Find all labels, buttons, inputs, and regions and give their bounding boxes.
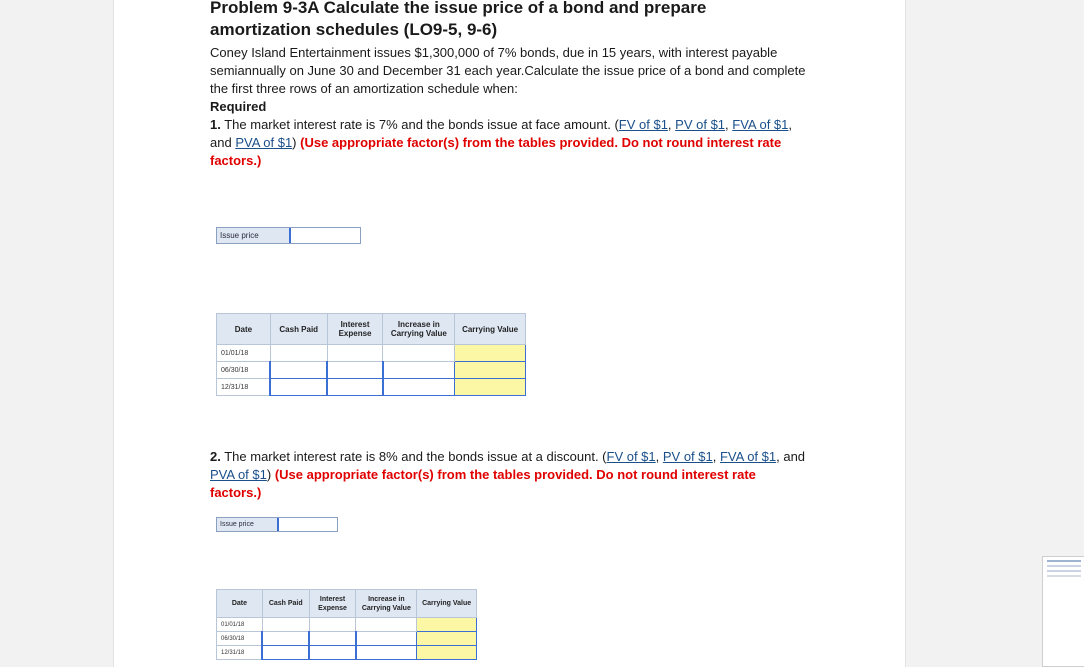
increase-carrying-input[interactable]	[356, 632, 417, 646]
part1-issue-price-input[interactable]	[289, 228, 360, 243]
link-pv-of-1[interactable]: PV of $1	[662, 449, 713, 464]
carrying-value-input[interactable]	[455, 345, 526, 362]
carrying-value-input[interactable]	[455, 362, 526, 379]
carrying-value-input[interactable]	[417, 646, 477, 660]
table-row	[217, 362, 526, 379]
header-date: Date	[217, 314, 271, 345]
problem-page	[113, 0, 906, 667]
cash-paid-input[interactable]	[270, 379, 327, 396]
title-line-1: Problem 9-3A Calculate the issue price of a bond and prepare	[210, 0, 707, 17]
carrying-value-input[interactable]	[417, 632, 477, 646]
part2-prompt: 2. The market interest rate is 8% and the bonds issue at a discount. (FV of $1, PV of $1, FVA of $1, and PVA of $1) (Use appropriate factor(s) from the tables provided. Do not round interest rate factors.)	[210, 449, 806, 500]
header-cash-paid: Cash Paid	[270, 314, 327, 345]
problem-content	[210, 0, 810, 170]
date-cell: 01/01/18	[217, 345, 271, 362]
date-cell: 01/01/18	[217, 618, 263, 632]
page-thumbnail[interactable]	[1042, 556, 1084, 667]
link-fv-of-1[interactable]: FV of $1	[606, 449, 656, 464]
increase-carrying-input[interactable]	[383, 362, 455, 379]
problem-description: Coney Island Entertainment issues $1,300,000 of 7% bonds, due in 15 years, with interest payable semiannually on June 30 and December 31 each year.Calculate the issue price of a bond and complete the first three rows of an amortization schedule when:	[210, 45, 806, 96]
header-carrying-value: Carrying Value	[417, 590, 477, 618]
increase-carrying-input[interactable]	[356, 646, 417, 660]
issue-price-label: Issue price	[220, 521, 254, 528]
cash-paid-input[interactable]	[270, 362, 327, 379]
title-line-2: amortization schedules (LO9-5, 9-6)	[210, 20, 498, 39]
table-row	[217, 618, 477, 632]
header-date: Date	[217, 590, 263, 618]
part2-issue-price-row	[216, 517, 338, 532]
part2-number: 2.	[210, 449, 221, 464]
date-cell: 06/30/18	[217, 362, 271, 379]
link-pva-of-1[interactable]: PVA of $1	[235, 135, 293, 150]
table-row	[217, 632, 477, 646]
part2-issue-price-input[interactable]	[277, 518, 337, 531]
part1-instruction: (Use appropriate factor(s) from the tables provided. Do not round interest rate factors.)	[210, 135, 782, 168]
date-cell: 06/30/18	[217, 632, 263, 646]
date-cell: 12/31/18	[217, 646, 263, 660]
interest-expense-input[interactable]	[327, 362, 383, 379]
part2-amortization-table	[216, 589, 477, 660]
part1-issue-price-row	[216, 227, 361, 244]
link-fva-of-1[interactable]: FVA of $1	[719, 449, 777, 464]
table-row	[217, 379, 526, 396]
part1-prompt: 1. The market interest rate is 7% and the bonds issue at face amount. (FV of $1, PV of $1, FVA of $1, and PVA of $1) (Use appropriate factor(s) from the tables provided. Do not round interest rate factors.)	[210, 117, 793, 168]
carrying-value-input[interactable]	[417, 618, 477, 632]
part2-text: The market interest rate is 8% and the bonds issue at a discount. (	[224, 449, 607, 464]
part2-instruction: (Use appropriate factor(s) from the tables provided. Do not round interest rate factors.)	[210, 467, 756, 500]
interest-expense-input[interactable]	[327, 379, 383, 396]
header-interest-expense: Interest Expense	[309, 590, 356, 618]
part1-number: 1.	[210, 117, 221, 132]
problem-title	[210, 0, 810, 41]
link-pva-of-1[interactable]: PVA of $1	[210, 467, 267, 482]
header-carrying-value: Carrying Value	[455, 314, 526, 345]
header-interest-expense: Interest Expense	[327, 314, 383, 345]
cash-paid-input[interactable]	[262, 632, 309, 646]
required-label: Required	[210, 99, 267, 114]
carrying-value-input[interactable]	[455, 379, 526, 396]
header-increase-carrying: Increase in Carrying Value	[356, 590, 417, 618]
link-pv-of-1[interactable]: PV of $1	[675, 117, 726, 132]
issue-price-label: Issue price	[220, 231, 259, 240]
header-cash-paid: Cash Paid	[262, 590, 309, 618]
link-fva-of-1[interactable]: FVA of $1	[732, 117, 789, 132]
table-row	[217, 646, 477, 660]
interest-expense-input[interactable]	[309, 646, 356, 660]
increase-carrying-input[interactable]	[383, 379, 455, 396]
date-cell: 12/31/18	[217, 379, 271, 396]
part1-amortization-table	[216, 313, 526, 396]
link-fv-of-1[interactable]: FV of $1	[618, 117, 668, 132]
part1-text: The market interest rate is 7% and the bonds issue at face amount. (	[224, 117, 619, 132]
header-increase-carrying: Increase in Carrying Value	[383, 314, 455, 345]
interest-expense-input[interactable]	[309, 632, 356, 646]
table-row	[217, 345, 526, 362]
cash-paid-input[interactable]	[262, 646, 309, 660]
